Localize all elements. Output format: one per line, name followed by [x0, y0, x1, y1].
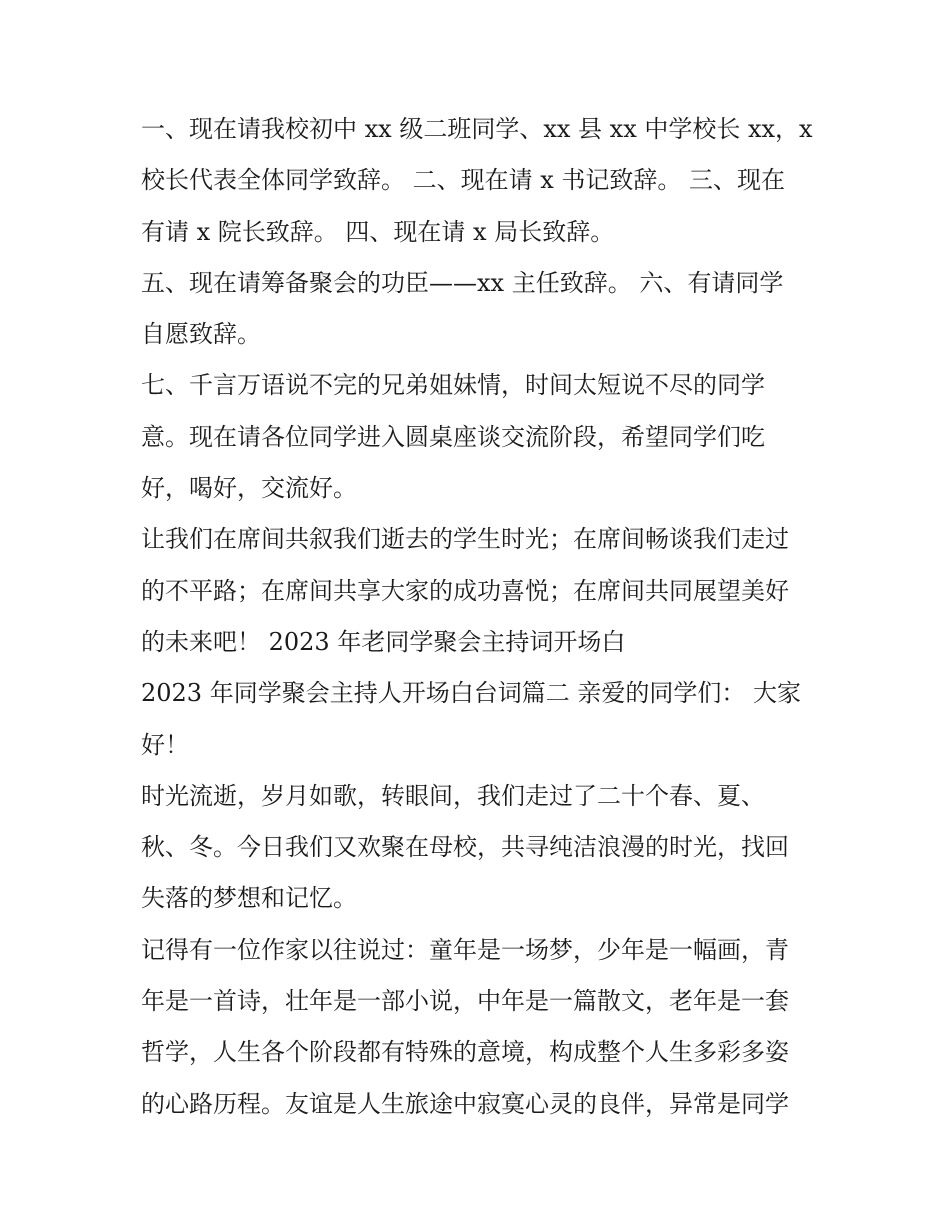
text-line-2: 校长代表全体同学致辞。 二、现在请 x 书记致辞。 三、现在 — [141, 166, 786, 195]
text-line-4: 五、现在请筹备聚会的功臣——xx 主任致辞。 六、有请同学 — [141, 268, 784, 297]
text-line-8: 好，喝好，交流好。 — [141, 474, 357, 503]
text-line-12: 2023 年同学聚会主持人开场白台词篇二 亲爱的同学们： 大家 — [141, 679, 801, 708]
text-line-6: 七、千言万语说不完的兄弟姐妹情，时间太短说不尽的同学 — [141, 371, 765, 400]
text-line-1: 一、现在请我校初中 xx 级二班同学、xx 县 xx 中学校长 xx，x — [141, 115, 813, 143]
text-line-14: 时光流逝，岁月如歌，转眼间，我们走过了二十个春、夏、 — [141, 781, 765, 810]
text-line-11: 的未来吧！ 2023 年老同学聚会主持词开场白 — [141, 627, 626, 656]
text-line-19: 哲学，人生各个阶段都有特殊的意境，构成整个人生多彩多姿 — [141, 1038, 789, 1067]
text-line-13: 好！ — [141, 730, 189, 759]
text-line-7: 意。现在请各位同学进入圆桌座谈交流阶段，希望同学们吃 — [141, 422, 765, 451]
text-line-9: 让我们在席间共叙我们逝去的学生时光；在席间畅谈我们走过 — [141, 525, 789, 554]
text-line-10: 的不平路；在席间共享大家的成功喜悦；在席间共同展望美好 — [141, 576, 789, 605]
text-line-3: 有请 x 院长致辞。 四、现在请 x 局长致辞。 — [141, 217, 615, 246]
text-line-17: 记得有一位作家以往说过：童年是一场梦，少年是一幅画，青 — [141, 935, 789, 964]
text-line-20: 的心路历程。友谊是人生旅途中寂寞心灵的良伴，异常是同学 — [141, 1089, 789, 1118]
text-line-5: 自愿致辞。 — [141, 320, 261, 349]
text-line-15: 秋、冬。今日我们又欢聚在母校，共寻纯洁浪漫的时光，找回 — [141, 833, 789, 862]
document-body — [141, 104, 821, 1130]
text-line-18: 年是一首诗，壮年是一部小说，中年是一篇散文，老年是一套 — [141, 987, 789, 1016]
text-line-16: 失落的梦想和记忆。 — [141, 884, 357, 913]
